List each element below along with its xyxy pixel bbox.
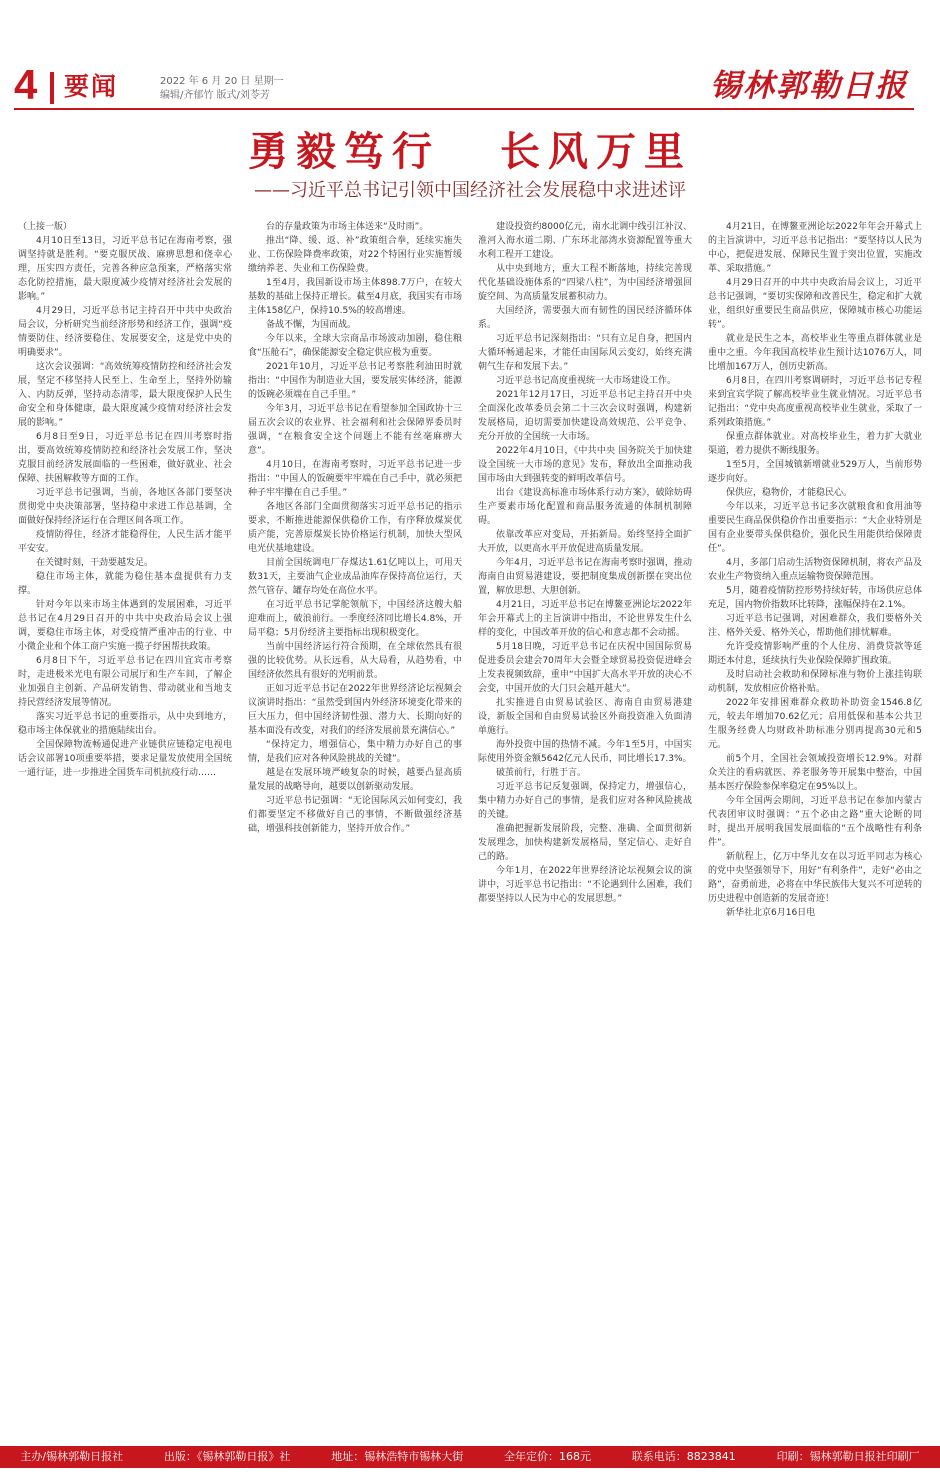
column-paragraphs (18, 234, 232, 780)
article-paragraph: 4月21日，习近平总书记在博鳌亚洲论坛2022年年会开幕式上的主旨演讲中指出，不论世界发生什么样的变化，中国改革开放的信心和意志都不会动摇。 (478, 600, 692, 638)
article-paragraph: 疫情防得住，经济才能稳得住，人民生活才能平平安安。 (18, 530, 232, 554)
footer-phone: 联系电话：8823841 (631, 1450, 736, 1463)
page-footer (0, 1446, 940, 1468)
article-paragraph: “保持定力，增强信心，集中精力办好自己的事情，是我们应对各种风险挑战的关键”。 (248, 740, 462, 764)
article-paragraph: 4月29日召开的中共中央政治局会议上，习近平总书记强调，“要切实保障和改善民生，稳定和扩大就业，组织好重要民生商品供应，保障城市核心功能运转”。 (708, 278, 922, 330)
article-headline (0, 120, 940, 177)
article-paragraph: 5月18日晚，习近平总书记在庆祝中国国际贸易促进委员会建会70周年大会暨全球贸易投资促进峰会上发表视频致辞，重申“中国扩大高水平开放的决心不会变，中国开放的大门只会越开越大”。 (478, 642, 692, 694)
footer-address: 地址：锡林浩特市锡林大街 (331, 1450, 464, 1463)
article-column-4 (708, 220, 922, 1436)
article-paragraph: 今年4月，习近平总书记在海南考察时强调，推动海南自由贸易港建设，要把制度集成创新摆在突出位置，解放思想、大胆创新。 (478, 558, 692, 596)
article-paragraph: 习近平总书记深刻指出：“只有立足自身，把国内大循环畅通起来，才能任由国际风云变幻，始终充满朝气生存和发展下去。” (478, 334, 692, 372)
article-paragraph: 备战不懈，为国而战。 (266, 320, 357, 330)
article-paragraph: 今年全国两会期间，习近平总书记在参加内蒙古代表团审议时强调：“五个必由之路”重大论断的同时，提出开展明我国发展面临的“五个战略性有利条件”。 (708, 796, 922, 848)
article-paragraph: 今年以来，全球大宗商品市场波动加剧，稳住粮食“压舱石”，确保能源安全稳定供应极为重要。 (248, 334, 462, 358)
article-paragraph: 4月21日，在博鳌亚洲论坛2022年年会开幕式上的主旨演讲中，习近平总书记指出：“要坚持以人民为中心，把促进发展、保障民生置于突出位置，实施改革、采取措施。” (708, 222, 922, 274)
article-paragraph: 今年以来，习近平总书记多次就粮食和食用油等重要民生商品保供稳价作出重要指示：“大企业特别是国有企业要带头保供稳价，强化民生用能供给保障责任”。 (708, 502, 922, 554)
article-paragraph: 从中央到地方，重大工程不断落地，持续完善现代化基础设施体系的“四梁八柱”，为中国经济增强回旋空间、为高质量发展蓄积动力。 (478, 264, 692, 302)
article-paragraph: 及时启动社会救助和保障标准与物价上涨挂钩联动机制，发放相应价格补贴。 (708, 670, 922, 694)
article-paragraph: 4月，多部门启动生活物资保障机制，将农产品及农业生产物资纳入重点运输物资保障范围。 (708, 558, 922, 582)
article-paragraph: 习近平总书记强调，对困难群众，我们要格外关注、格外关爱、格外关心，帮助他们排忧解难。 (708, 614, 922, 638)
article-paragraph: 在关键时刻，干劲要越发足。 (36, 558, 154, 568)
page-number: 4 (14, 61, 38, 108)
article-column-1 (18, 220, 232, 1436)
article-paragraph: 各地区各部门全面贯彻落实习近平总书记的指示要求，不断推进能源保供稳价工作，有序释放煤炭优质产能，完善原煤炭长协价格运行机制，加快大型风电光伏基地建设。 (248, 502, 462, 554)
article-paragraph: 破茧前行，行胜于言。 (496, 768, 587, 778)
continued-marker: （上接一版） (18, 222, 73, 232)
article-paragraph: 当前中国经济运行符合预期，在全球依然具有很强的比较优势。从长远看，从大局看，从趋势看，中国经济依然具有很好的光明前景。 (248, 642, 462, 680)
article-paragraph: 推出“降、缓、返、补”政策组合拳，延续实施失业、工伤保险降费率政策，对22个特困行业实施暂缓缴纳养老、失业和工伤保险费。 (248, 236, 462, 274)
article-paragraph: 建设投资约8000亿元，南水北调中线引江补汉、淮河入海水道二期、广东环北部湾水资源配置等重大水利工程开工建设。 (478, 222, 692, 260)
article-paragraph: 保供应，稳物价，才能稳民心。 (726, 488, 853, 498)
page-number-divider (50, 72, 54, 104)
article-paragraph: 大国经济，需要强大而有韧性的国民经济循环体系。 (478, 306, 692, 330)
article-paragraph: 越是在发展环境严峻复杂的时候，越要凸显高质量发展的战略导向，越要以创新驱动发展。 (248, 768, 462, 792)
column-paragraphs (478, 220, 692, 906)
article-paragraph: 6月8日至9日，习近平总书记在四川考察时指出，要高效统筹疫情防控和经济社会发展工作，坚决克服目前经济发展面临的一些困难，做好就业、社会保障、扶困解救等方面的工作。 (18, 432, 232, 484)
footer-printer: 印刷：锡林郭勒日报社印刷厂 (776, 1450, 920, 1463)
article-paragraph: 习近平总书记高度重视统一大市场建设工作。 (496, 376, 677, 386)
article-paragraph: 扎实推进自由贸易试验区、海南自由贸易港建设，新版全国和自由贸易试验区外商投资准入负面清单施行。 (478, 698, 692, 736)
article-paragraph: 2021年12月17日，习近平总书记主持召开中央全面深化改革委员会第二十三次会议时强调，构建新发展格局，迫切需要加快建设高效规范、公平竞争、充分开放的全国统一大市场。 (478, 390, 692, 442)
article-body (18, 220, 924, 1436)
article-paragraph: 习近平总书记强调：“无论国际风云如何变幻，我们都要坚定不移做好自己的事情，不断做强经济基础，增强科技创新能力，坚持开放合作。” (248, 796, 462, 834)
footer-price: 全年定价：168元 (504, 1450, 591, 1463)
article-paragraph: 目前全国统调电厂存煤达1.61亿吨以上，可用天数31天，主要油气企业成品油库存保持高位运行，天然气管存、罐存均处在高位水平。 (248, 558, 462, 596)
article-paragraph: 习近平总书记强调，当前，各地区各部门要坚决贯彻党中央决策部署，坚持稳中求进工作总基调，全面做好保持经济运行在合理区间各项工作。 (18, 488, 232, 526)
article-paragraph: 在习近平总书记掌舵领航下，中国经济这艘大船迎难而上，破浪前行。一季度经济同比增长4.8%，开局平稳；5月份经济主要指标出现积极变化。 (248, 600, 462, 638)
article-paragraph: 就业是民生之本，高校毕业生等重点群体就业是重中之重。今年我国高校毕业生预计达1076万人，同比增加167万人，创历史新高。 (708, 334, 922, 372)
headline-right: 长风万里 (500, 129, 692, 175)
edition-meta (160, 75, 284, 103)
article-paragraph: 新航程上，亿万中华儿女在以习近平同志为核心的党中央坚强领导下，用好“有利条件”，走好“必由之路”，奋勇前进，必将在中华民族伟大复兴不可逆转的历史进程中创造新的发展奇迹！ (708, 852, 922, 904)
footer-sponsor: 主办/锡林郭勒日报社 (20, 1450, 124, 1463)
masthead (0, 0, 940, 110)
masthead-rule (14, 108, 914, 110)
article-paragraph: 出台《建设高标准市场体系行动方案》，破除妨碍生产要素市场化配置和商品服务流通的体制机制障碍。 (478, 488, 692, 526)
article-paragraph: 正如习近平总书记在2022年世界经济论坛视频会议演讲时指出：“虽然受到国内外经济环境变化带来的巨大压力，但中国经济韧性强、潜力大、长期向好的基本面没有改变，对我们的经济发展前景充满信心。” (248, 684, 462, 736)
article-column-2 (248, 220, 462, 1436)
article-column-3 (478, 220, 692, 1436)
article-paragraph: 6月8日，在四川考察调研时，习近平总书记专程来到宜宾学院了解高校毕业生就业情况。习近平总书记指出：“党中央高度重视高校毕业生就业，采取了一系列政策措施。” (708, 376, 922, 428)
article-paragraph: 2021年10月，习近平总书记考察胜利油田时就指出：“中国作为制造业大国，要发展实体经济，能源的饭碗必须端在自己手里。” (248, 362, 462, 400)
article-paragraph: 5月，随着疫情防控形势持续好转，市场供应总体充足，国内物价指数环比转降，涨幅保持在2.1%。 (708, 586, 922, 610)
article-paragraph: 4月10日至13日，习近平总书记在海南考察，强调坚持就是胜利。“要克服厌战、麻痹思想和侥幸心理，压实四方责任，完善各种应急预案，严格落实常态化防控措施，最大限度减少疫情对经济社会发展的影响。” (18, 236, 232, 302)
article-paragraph: 全国保障物流畅通促进产业链供应链稳定电视电话会议部署10项重要举措，要求足量发放使用全国统一通行证，进一步推进全国货车司机抗疫行动…… (18, 740, 232, 778)
article-paragraph: 针对今年以来市场主体遇到的发展困难，习近平总书记在4月29日召开的中共中央政治局会议上强调，要稳住市场主体，对受疫情严重冲击的行业、中小微企业和个体工商户实施一揽子纾困帮扶政策。 (18, 600, 232, 652)
article-paragraph: 1至4月，我国新设市场主体898.7万户，在较大基数的基础上保持正增长。截至4月底，我国实有市场主体158亿户，保持10.5%的较高增速。 (248, 278, 462, 316)
article-paragraph: 海外投资中国的热情不减。今年1至5月，中国实际使用外资金额5642亿元人民币，同比增长17.3%。 (478, 740, 692, 764)
article-paragraph: 稳住市场主体，就能为稳住基本盘提供有力支撑。 (18, 572, 232, 596)
article-paragraph: 准确把握新发展阶段，完整、准确、全面贯彻新发展理念，加快构建新发展格局，坚定信心、走好自己的路。 (478, 824, 692, 862)
article-paragraph: 依靠改革应对变局，开拓新局。始终坚持全面扩大开放，以更高水平开放促进高质量发展。 (478, 530, 692, 554)
article-paragraph: 今年3月，习近平总书记在看望参加全国政协十三届五次会议的农业界、社会福利和社会保障界委员时强调，“在粮食安全这个问题上不能有丝毫麻痹大意”。 (248, 404, 462, 456)
article-paragraph: 4月29日，习近平总书记主持召开中共中央政治局会议，分析研究当前经济形势和经济工作，强调“疫情要防住、经济要稳住、发展要安全，这是党中央的明确要求”。 (18, 306, 232, 358)
article-paragraph: 2022年4月10日，《中共中央 国务院关于加快建设全国统一大市场的意见》发布，释放出全面推动我国市场由大到强转变的鲜明改革信号。 (478, 446, 692, 484)
article-paragraph: 允许受疫情影响严重的个人住房、消费贷款等延期还本付息，延续执行失业保险保障扩围政策。 (708, 642, 922, 666)
article-paragraph: 4月10日，在海南考察时，习近平总书记进一步指出：“中国人的饭碗要牢牢端在自己手中，就必须把种子牢牢攥在自己手里。” (248, 460, 462, 498)
article-paragraph: 2022年安排困难群众救助补助资金1546.8亿元，较去年增加70.62亿元；启用低保和基本公共卫生服务经费人均财政补助标准分别再提高30元和5元。 (708, 698, 922, 750)
article-paragraph: 6月8日下午，习近平总书记在四川宜宾市考察时，走进极米光电有限公司展厅和生产车间，了解企业加强自主创新、产品研发销售、带动就业和当地支持民营经济发展等情况。 (18, 656, 232, 708)
article-subtitle: ——习近平总书记引领中国经济社会发展稳中求进述评 (254, 180, 686, 201)
article-paragraph: 新华社北京6月16日电 (726, 908, 816, 918)
article-paragraph: 今年1月，在2022年世界经济论坛视频会议的演讲中，习近平总书记指出：“不论遇到什么困难，我们都要坚持以人民为中心的发展思想。” (478, 866, 692, 904)
article-paragraph: 落实习近平总书记的重要指示，从中央到地方，稳市场主体保就业的措施陆续出台。 (18, 712, 232, 736)
column-paragraphs (708, 220, 922, 920)
article-paragraph: 1至5月，全国城镇新增就业529万人，当前形势逐步向好。 (708, 460, 922, 484)
footer-publisher: 出版：《锡林郭勒日报》社 (163, 1450, 291, 1463)
article-paragraph: 前5个月，全国社会领域投资增长12.9%。对群众关注的看病就医、养老服务等开展集中整治，中国基本医疗保险参保率稳定在95%以上。 (708, 754, 922, 792)
article-paragraph: 这次会议强调：“高效统筹疫情防控和经济社会发展，坚定不移坚持人民至上、生命至上，坚持外防输入、内防反弹，坚持动态清零，最大限度保护人民生命安全和身体健康，最大限度减少疫情对经济社会发展的影响。” (18, 362, 232, 428)
column-paragraphs (248, 220, 462, 836)
section-title: 要闻 (64, 72, 119, 101)
article-paragraph: 习近平总书记反复强调，保持定力，增强信心，集中精力办好自己的事情，是我们应对各种风险挑战的关键。 (478, 782, 692, 820)
article-paragraph: 保重点群体就业。对高校毕业生，着力扩大就业渠道，着力提供不断线服务。 (708, 432, 922, 456)
editor-line: 编辑/齐郁竹 版式/刘苓芳 (160, 90, 270, 101)
article-paragraph: 台的存量政策为市场主体送来“及时雨”。 (266, 222, 429, 232)
date-line: 2022 年 6 月 20 日 星期一 (160, 76, 284, 87)
headline-left: 勇毅笃行 (248, 129, 440, 175)
newspaper-logo: 锡林郭勒日报 (710, 68, 908, 104)
